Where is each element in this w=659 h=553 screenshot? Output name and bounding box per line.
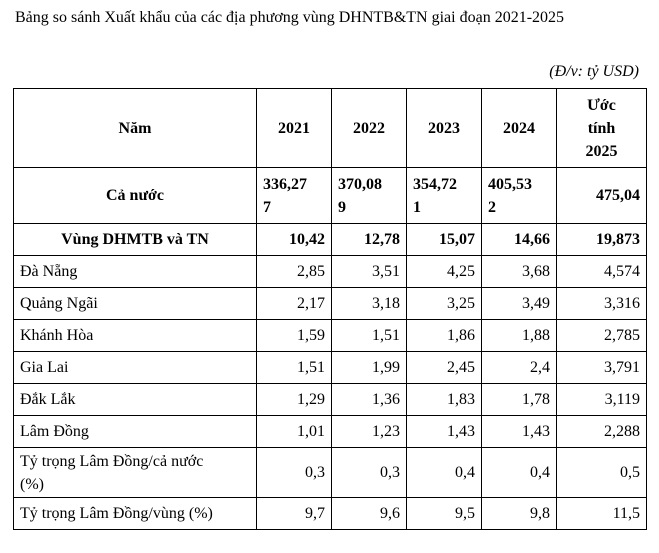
- value-line: 4,574: [604, 263, 640, 280]
- value-line: 15,07: [439, 231, 475, 248]
- value-line: 1,43: [447, 423, 475, 440]
- value-cell: [482, 224, 557, 256]
- row-label-line: Tỷ trọng Lâm Đồng/vùng (%): [20, 505, 213, 522]
- row-label: [14, 224, 257, 256]
- value-cell: [407, 224, 482, 256]
- value-line: 2: [488, 198, 496, 216]
- value-line: 1,01: [297, 423, 325, 440]
- value-line: 1: [413, 198, 421, 216]
- header-estimate-line: Ước: [587, 96, 616, 114]
- table-row: [14, 288, 647, 320]
- table-caption: Bảng so sánh Xuất khẩu của các địa phương vùng DHNTB&TN giai đoạn 2021-2025: [15, 9, 565, 26]
- value-line: 2,17: [297, 295, 325, 312]
- value-line: 9,7: [305, 505, 325, 522]
- value-line: 11,5: [612, 505, 640, 522]
- value-cell: [482, 498, 557, 530]
- value-line: 3,791: [604, 359, 640, 376]
- value-line: 1,43: [522, 423, 550, 440]
- value-cell: [257, 384, 332, 416]
- value-line: 1,36: [372, 391, 400, 408]
- value-cell: [257, 448, 332, 498]
- value-line: 1,23: [372, 423, 400, 440]
- value-cell: [482, 256, 557, 288]
- value-line: 0,5: [620, 464, 640, 481]
- row-label: [14, 416, 257, 448]
- value-line: 1,86: [447, 327, 475, 344]
- value-cell: [257, 288, 332, 320]
- row-label: [14, 448, 257, 498]
- value-cell: [482, 352, 557, 384]
- row-label-line: Quảng Ngãi: [20, 295, 98, 312]
- value-line: 2,85: [297, 263, 325, 280]
- value-cell: [257, 352, 332, 384]
- value-cell: [407, 416, 482, 448]
- value-line: 9: [338, 198, 346, 216]
- value-cell: [257, 224, 332, 256]
- value-line: 0,3: [305, 464, 325, 481]
- row-label-line: Khánh Hòa: [20, 327, 94, 344]
- value-cell: [482, 416, 557, 448]
- value-cell: [407, 256, 482, 288]
- row-label: [14, 498, 257, 530]
- value-cell: [407, 498, 482, 530]
- value-line: 4,25: [447, 263, 475, 280]
- header-year-label: Năm: [14, 89, 257, 168]
- value-cell: [257, 416, 332, 448]
- value-line: 1,99: [372, 359, 400, 376]
- value-line: 1,51: [297, 359, 325, 376]
- header-year: 2021: [257, 89, 332, 168]
- value-cell: [332, 498, 407, 530]
- value-line: 14,66: [514, 231, 550, 248]
- value-line: 19,873: [596, 231, 640, 248]
- row-label-line: (%): [20, 475, 44, 493]
- row-label-line: Lâm Đồng: [20, 423, 89, 440]
- value-line: 475,04: [596, 187, 640, 204]
- row-label-line: Đắk Lắk: [20, 391, 76, 408]
- value-cell: [557, 384, 647, 416]
- value-cell: [332, 448, 407, 498]
- value-cell: [332, 224, 407, 256]
- value-cell: [557, 256, 647, 288]
- row-label-line: Tỷ trọng Lâm Đồng/cả nước: [20, 452, 204, 470]
- value-cell: [557, 320, 647, 352]
- value-cell: [332, 256, 407, 288]
- value-line: 370,08: [338, 175, 382, 193]
- table-row: [14, 498, 647, 530]
- value-cell: [407, 320, 482, 352]
- value-cell: [332, 288, 407, 320]
- value-line: 1,88: [522, 327, 550, 344]
- value-cell: [257, 256, 332, 288]
- value-line: 0,4: [530, 464, 550, 481]
- row-label-line: Vùng DHMTB và TN: [61, 231, 209, 248]
- export-table: [13, 88, 647, 530]
- value-line: 2,45: [447, 359, 475, 376]
- header-row: [14, 89, 647, 168]
- table-row: [14, 352, 647, 384]
- value-line: 1,51: [372, 327, 400, 344]
- value-cell: [557, 498, 647, 530]
- row-label: [14, 352, 257, 384]
- value-cell: [482, 448, 557, 498]
- value-line: 0,4: [455, 464, 475, 481]
- value-cell: [557, 288, 647, 320]
- header-year: 2022: [332, 89, 407, 168]
- value-cell: [332, 416, 407, 448]
- table-row: [14, 448, 647, 498]
- value-line: 2,288: [604, 423, 640, 440]
- value-line: 9,5: [455, 505, 475, 522]
- header-estimate: [557, 89, 647, 168]
- row-label: [14, 384, 257, 416]
- value-line: 405,53: [488, 175, 532, 193]
- value-line: 1,59: [297, 327, 325, 344]
- value-cell: [332, 168, 407, 224]
- value-line: 7: [263, 198, 271, 216]
- value-cell: [407, 168, 482, 224]
- value-cell: [257, 168, 332, 224]
- value-cell: [407, 384, 482, 416]
- table-row: [14, 384, 647, 416]
- value-line: 3,49: [522, 295, 550, 312]
- value-cell: [407, 448, 482, 498]
- value-line: 12,78: [364, 231, 400, 248]
- value-line: 10,42: [289, 231, 325, 248]
- value-line: 0,3: [380, 464, 400, 481]
- value-line: 1,83: [447, 391, 475, 408]
- value-cell: [557, 168, 647, 224]
- value-cell: [557, 224, 647, 256]
- table-row: [14, 224, 647, 256]
- row-label: [14, 168, 257, 224]
- value-cell: [557, 448, 647, 498]
- value-line: 354,72: [413, 175, 457, 193]
- header-year: 2024: [482, 89, 557, 168]
- value-cell: [407, 352, 482, 384]
- value-line: 3,25: [447, 295, 475, 312]
- value-line: 3,119: [604, 391, 640, 408]
- row-label: [14, 256, 257, 288]
- value-line: 3,51: [372, 263, 400, 280]
- value-cell: [332, 320, 407, 352]
- value-cell: [257, 498, 332, 530]
- value-line: 3,18: [372, 295, 400, 312]
- header-estimate-line: 2025: [585, 142, 618, 160]
- value-cell: [407, 288, 482, 320]
- value-line: 336,27: [263, 175, 307, 193]
- value-cell: [482, 320, 557, 352]
- row-label: [14, 288, 257, 320]
- value-cell: [482, 384, 557, 416]
- table-row: [14, 256, 647, 288]
- value-line: 2,4: [530, 359, 550, 376]
- value-cell: [482, 288, 557, 320]
- value-line: 3,316: [604, 295, 640, 312]
- row-label-line: Cả nước: [105, 187, 164, 204]
- value-line: 3,68: [522, 263, 550, 280]
- value-cell: [557, 416, 647, 448]
- row-label-line: Đà Nẵng: [20, 263, 78, 280]
- value-cell: [482, 168, 557, 224]
- unit-note: (Đ/v: tỷ USD): [549, 63, 639, 80]
- value-line: 2,785: [604, 327, 640, 344]
- header-year: 2023: [407, 89, 482, 168]
- row-label-line: Gia Lai: [20, 359, 69, 376]
- value-cell: [557, 352, 647, 384]
- header-estimate-line: tính: [587, 119, 616, 137]
- row-label: [14, 320, 257, 352]
- value-cell: [257, 320, 332, 352]
- value-cell: [332, 352, 407, 384]
- value-line: 9,8: [530, 505, 550, 522]
- value-cell: [332, 384, 407, 416]
- value-line: 1,78: [522, 391, 550, 408]
- table-row: [14, 168, 647, 224]
- value-line: 9,6: [380, 505, 400, 522]
- table-row: [14, 320, 647, 352]
- table-row: [14, 416, 647, 448]
- value-line: 1,29: [297, 391, 325, 408]
